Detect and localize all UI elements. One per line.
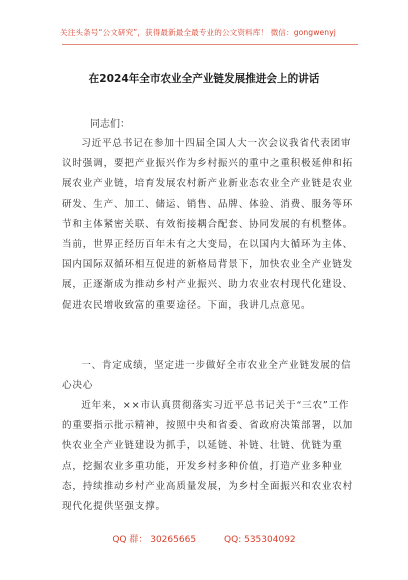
document-title: 在2024年全市农业全产业链发展推进会上的讲话 xyxy=(88,73,320,85)
section-heading-1: 一、肯定成绩，坚定进一步做好全市农业全产业链发展的信心决心 xyxy=(62,360,352,392)
salutation: 同志们： xyxy=(90,119,130,130)
paragraph-2: 近年来，××市认真贯彻落实习近平总书记关于“三农”工作的重要指示批示精神，按照中央和省委、省政府决策部署，以加快农业全产业链建设为抓手，以延链、补链、壮链、优链为重点，挖掘农业多重功能，开发乡村多种价值，打造产业多种业态，持续推动乡村产业高质量发展，为乡村全面振兴和农业农村现代化提供坚强支撑。 xyxy=(62,400,354,513)
footer-qq-group: QQ 群： 30265665 xyxy=(112,535,197,545)
paragraph-1: 习近平总书记在参加十四届全国人大一次会议我省代表团审议时强调，要把产业振兴作为乡村振兴的重中之重积极延伸和拓展农业产业链，培育发展农村新产业新业态农业全产业链是农业研发、生产、加工、储运、销售、品牌、体验、消费、服务等环节和主体紧密关联、有效衔接耦合配套、协同发展的有机整体。当前，世界正经历百年未有之大变局，在以国内大循环为主体、国内国际双循环相互促进的新格局背景下，加快农业全产业链发展，正逐渐成为推动乡村产业振兴、助力农业农村现代化建设、促进农民增收致富的重要途径。下面，我讲几点意见。 xyxy=(62,138,354,311)
header-divider xyxy=(62,44,358,45)
header-banner: 关注头条号“公文研究”，获得最新最全最专业的公文资料库！ 微信：gongwenyj xyxy=(60,28,336,37)
footer-qq-number: QQ: 535304092 xyxy=(224,535,296,545)
footer-contact xyxy=(0,533,408,547)
